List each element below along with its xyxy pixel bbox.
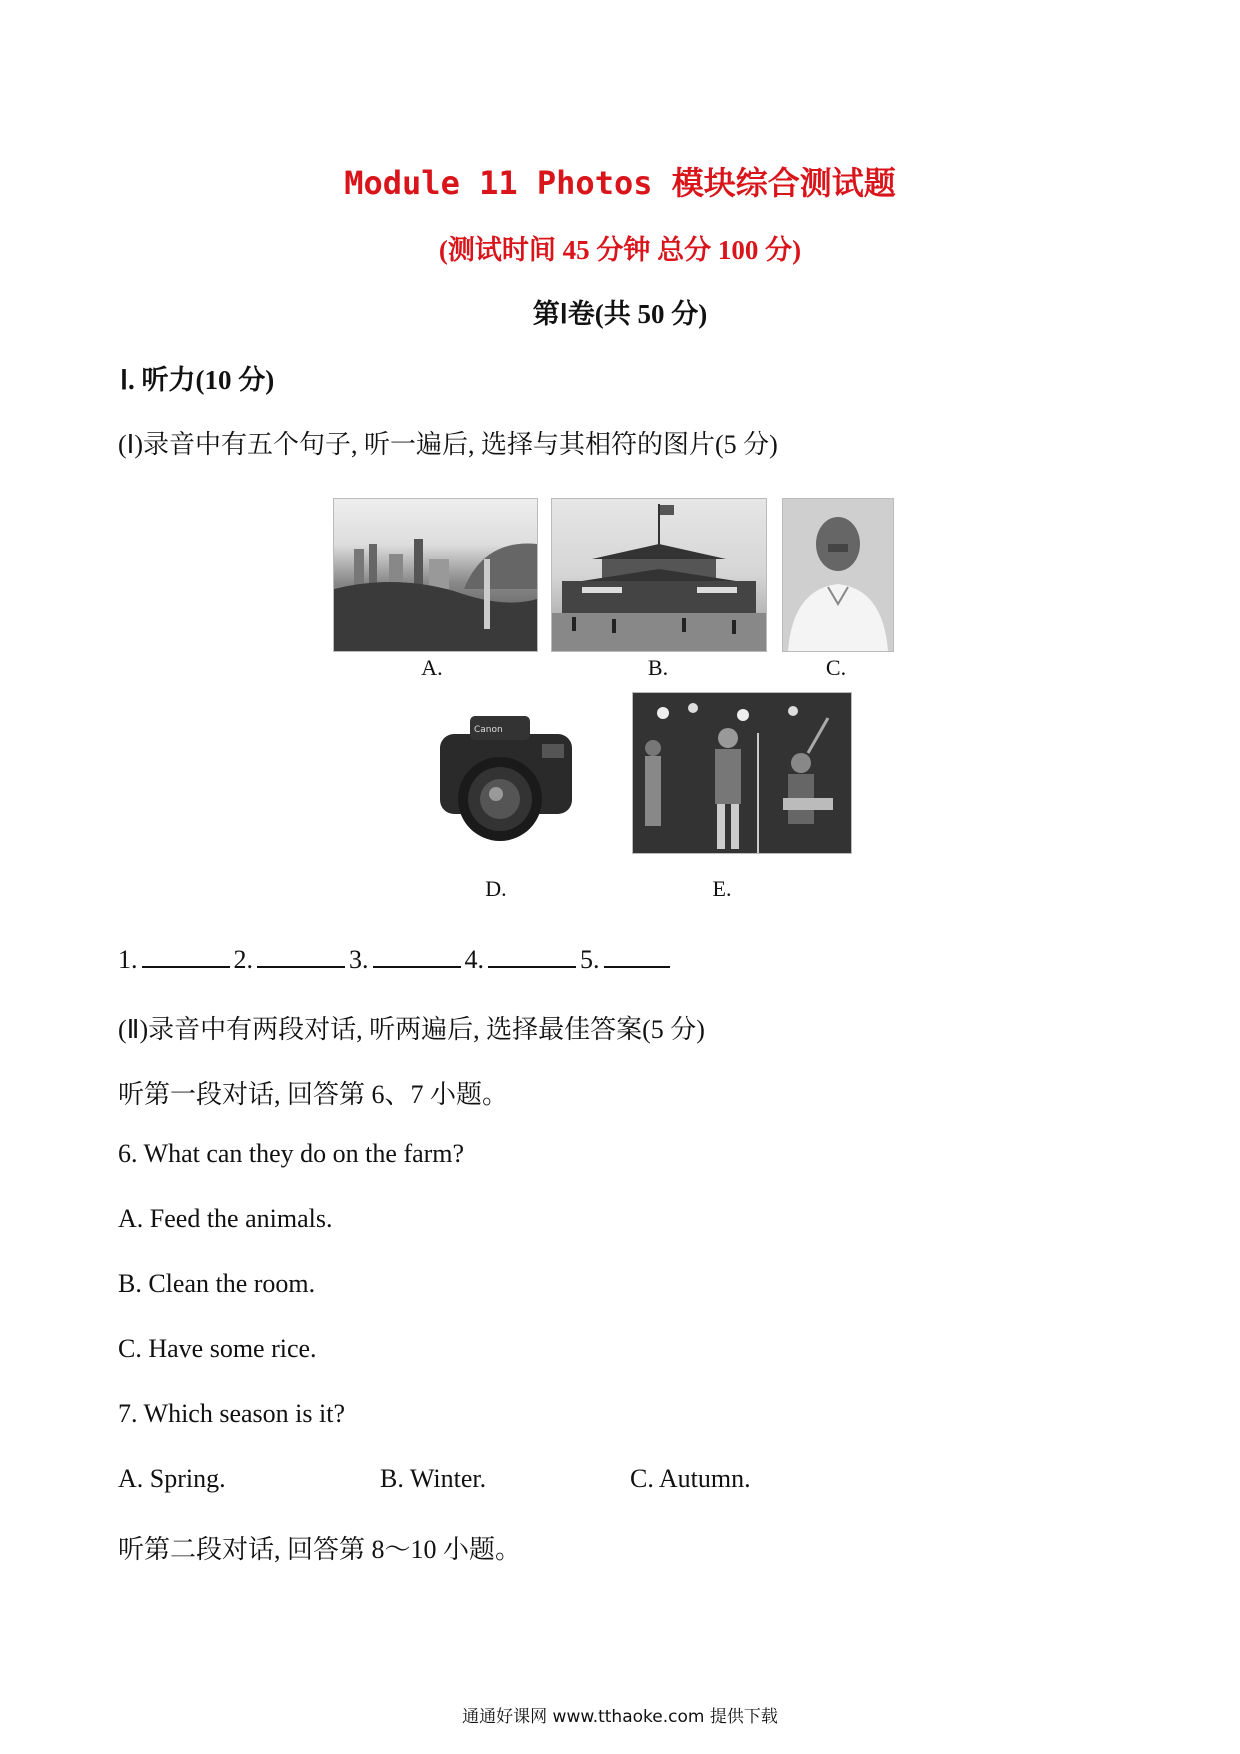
answer-number-4: 4. — [464, 945, 484, 974]
q6-option-b: B. Clean the room. — [118, 1269, 316, 1298]
answer-blank-2[interactable] — [257, 944, 345, 968]
man-portrait-icon — [783, 499, 893, 651]
city-landscape-photo — [333, 498, 538, 652]
q7-option-a: A. Spring. — [118, 1464, 226, 1493]
camera-photo — [430, 704, 582, 852]
answer-number-5: 5. — [580, 945, 600, 974]
q7-option-b: B. Winter. — [380, 1464, 487, 1493]
picture-label-e: E. — [712, 876, 732, 901]
picture-label-c: C. — [825, 655, 847, 680]
dialog1-note: 听第一段对话, 回答第 6、7 小题。 — [118, 1080, 509, 1109]
footer-credit: 通通好课网 www.tthaoke.com 提供下载 — [462, 1707, 778, 1727]
man-portrait-photo — [782, 498, 894, 652]
camera-icon — [430, 704, 582, 852]
answer-blank-3[interactable] — [373, 944, 461, 968]
answer-number-1: 1. — [118, 945, 138, 974]
part1-instruction: (Ⅰ)录音中有五个句子, 听一遍后, 选择与其相符的图片(5 分) — [118, 430, 778, 459]
part2-instruction: (Ⅱ)录音中有两段对话, 听两遍后, 选择最佳答案(5 分) — [118, 1015, 705, 1044]
volume-heading: 第Ⅰ卷(共 50 分) — [532, 299, 708, 329]
answer-blank-4[interactable] — [488, 944, 576, 968]
tiananmen-icon — [552, 499, 766, 651]
page-title: Module 11 Photos 模块综合测试题 — [344, 164, 896, 202]
rock-concert-photo — [632, 692, 852, 854]
picture-label-a: A. — [421, 655, 443, 680]
svg-text:Canon: Canon — [474, 725, 503, 735]
question-7: 7. Which season is it? — [118, 1399, 345, 1428]
q6-option-a: A. Feed the animals. — [118, 1204, 333, 1233]
question-6: 6. What can they do on the farm? — [118, 1139, 465, 1168]
q6-option-c: C. Have some rice. — [118, 1334, 317, 1363]
answer-blanks-row — [118, 944, 674, 975]
picture-label-d: D. — [485, 876, 507, 901]
city-landscape-icon — [334, 499, 537, 651]
answer-blank-5[interactable] — [604, 944, 670, 968]
dialog2-note: 听第二段对话, 回答第 8～10 小题。 — [118, 1535, 522, 1564]
picture-label-b: B. — [647, 655, 669, 680]
tiananmen-photo — [551, 498, 767, 652]
answer-blank-1[interactable] — [142, 944, 230, 968]
q7-option-c: C. Autumn. — [630, 1464, 751, 1493]
rock-concert-icon — [633, 693, 851, 853]
listening-section-heading: Ⅰ. 听力(10 分) — [120, 365, 275, 395]
test-time-info: (测试时间 45 分钟 总分 100 分) — [438, 235, 802, 265]
answer-number-3: 3. — [349, 945, 369, 974]
answer-number-2: 2. — [233, 945, 253, 974]
